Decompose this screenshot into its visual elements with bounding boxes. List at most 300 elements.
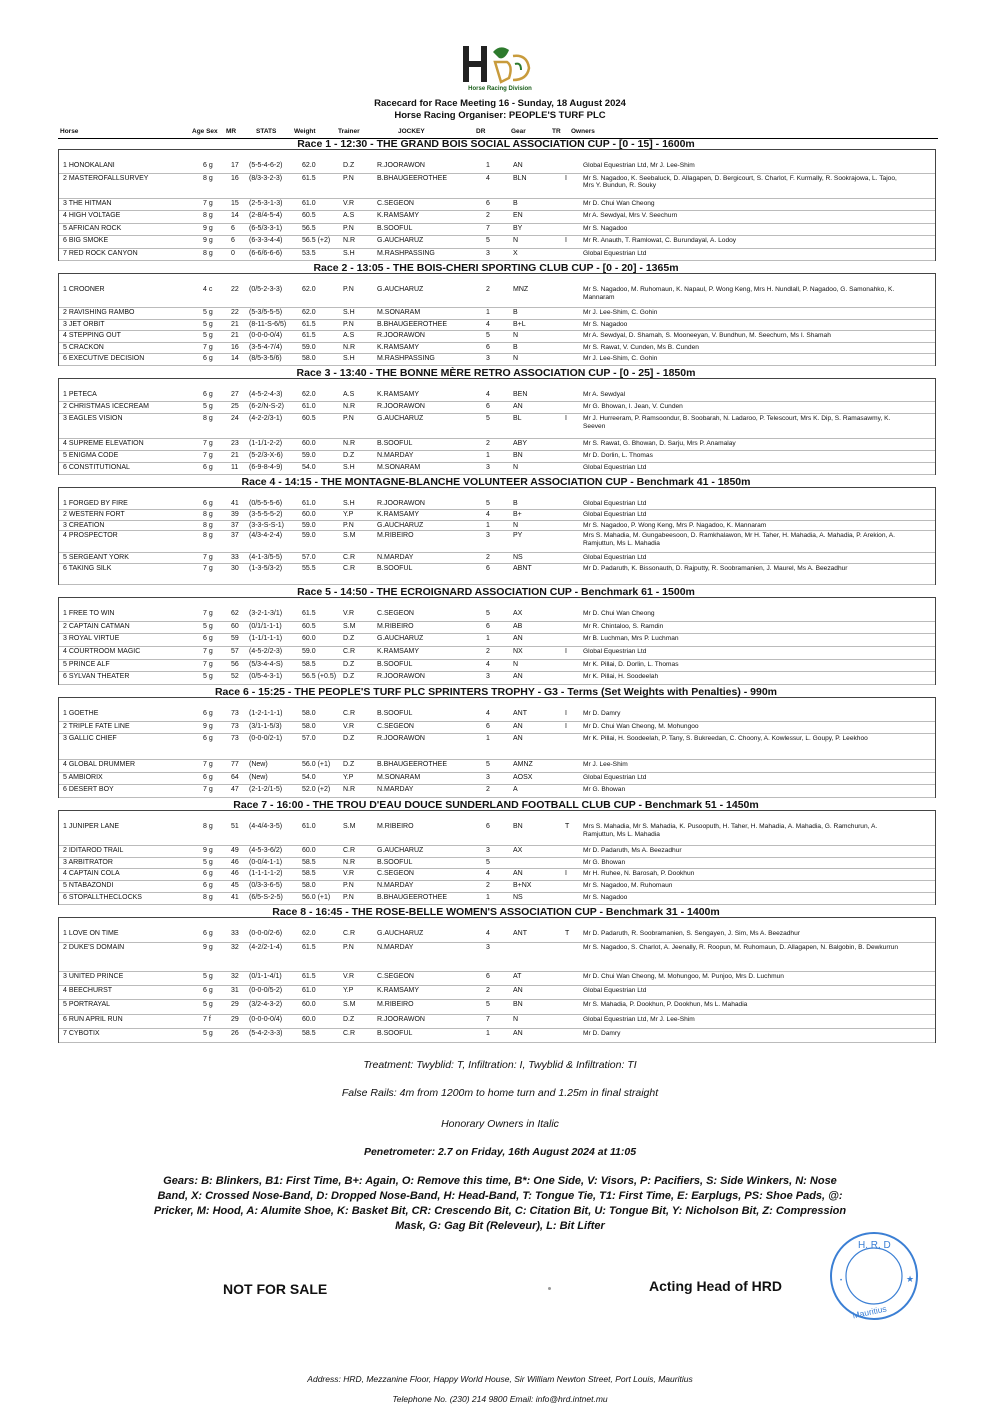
owners-cell: Mr A. Sewdyal, D. Shamah, S. Mooneeyan, V. Bundhun, M. Seechurn, Ms I. Shamah (583, 332, 831, 340)
dr-cell: 7 (486, 224, 490, 232)
horse-cell: 1 HONOKALANI (63, 162, 115, 169)
dr-cell: 6 (486, 343, 490, 351)
stats-cell: (5-5-4-6-2) (249, 162, 283, 169)
agesex-cell: 9 g (203, 846, 213, 854)
jockey-cell: B.SOOFUL (377, 564, 413, 572)
table-row (59, 759, 935, 773)
race-title: Race 6 - 15:25 - THE PEOPLE'S TURF PLC SPRINTERS TROPHY - G3 - Terms (Set Weights with Penalties) - 990m (214, 686, 778, 698)
agesex-cell: 8 g (203, 532, 213, 540)
dr-cell: 5 (486, 415, 490, 423)
race-table (58, 378, 936, 475)
jockey-cell: M.RIBEIRO (377, 622, 414, 630)
stats-cell: (0-0-0/2-6) (249, 930, 283, 937)
horse-cell: 1 FREE TO WIN (63, 610, 115, 617)
race-title: Race 3 - 13:40 - THE BONNE MÈRE RETRO ASSOCIATION CUP - [0 - 25] - 1850m (296, 367, 696, 379)
col-gear: Gear (511, 128, 526, 135)
trainer-cell: S.H (343, 500, 355, 507)
agesex-cell: 9 g (203, 224, 213, 232)
gear-cell: BEN (513, 391, 528, 398)
stats-cell: (4-2-2/3-1) (249, 415, 283, 423)
race-table (58, 597, 936, 685)
stats-cell: (4-4/4-3-5) (249, 823, 283, 830)
owners-cell: Mr A. Sewdyal, Mrs V. Seechurn (583, 212, 678, 219)
jockey-cell: N.MARDAY (377, 786, 414, 794)
trainer-cell: S.H (343, 249, 355, 257)
agesex-cell: 7 g (203, 553, 213, 561)
gear-cell: B+L (513, 320, 526, 328)
dr-cell: 6 (486, 199, 490, 207)
stats-cell: (6-9-8-4-9) (249, 463, 283, 471)
table-row (59, 633, 935, 647)
jockey-cell: B.SOOFUL (377, 660, 413, 668)
dr-cell: 1 (486, 894, 490, 902)
weight-cell: 61.5 (302, 972, 316, 980)
dot-mark (548, 1287, 551, 1290)
mr-cell: 21 (231, 320, 239, 328)
owners-cell: Mrs S. Mahadia, Mr S. Mahadia, K. Pusooputh, H. Taher, H. Mahadia, A. Mahadia, G. Ramchurun, A. Ramjuttun, Ms L. Mahadia (583, 823, 878, 838)
table-row (59, 210, 935, 224)
agesex-cell: 7 f (203, 1015, 211, 1023)
mr-cell: 6 (231, 237, 235, 244)
gear-cell: AMNZ (513, 760, 533, 768)
trainer-cell: S.M (343, 532, 356, 540)
dr-cell: 3 (486, 944, 490, 952)
agesex-cell: 8 g (203, 521, 213, 529)
agesex-cell: 8 g (203, 510, 213, 518)
mr-cell: 16 (231, 174, 239, 182)
dr-cell: 2 (486, 786, 490, 794)
jockey-cell: G.AUCHARUZ (377, 635, 424, 643)
horse-cell: 2 IDITAROD TRAIL (63, 846, 124, 854)
jockey-cell: B.SOOFUL (377, 710, 413, 717)
mr-cell: 59 (231, 635, 239, 643)
horse-cell: 2 MASTEROFALLSURVEY (63, 174, 149, 182)
weight-cell: 54.0 (302, 463, 316, 471)
agesex-cell: 8 g (203, 894, 213, 902)
agesex-cell: 5 g (203, 1001, 213, 1009)
owners-cell: Mr R. Anauth, T. Ramlowat, C. Burundayal, A. Lodoy (583, 237, 737, 244)
table-row (59, 985, 935, 1000)
mr-cell: 21 (231, 332, 239, 340)
horse-cell: 5 AMBIORIX (63, 773, 103, 781)
stats-cell: (0/5-4-3-1) (249, 673, 283, 681)
table-row (59, 413, 935, 438)
tr-cell: I (565, 237, 567, 244)
trainer-cell: S.M (343, 622, 356, 630)
stats-cell: (3-5-4-7/4) (249, 343, 283, 351)
dr-cell: 4 (486, 660, 490, 668)
mr-cell: 23 (231, 439, 239, 447)
mr-cell: 21 (231, 451, 239, 459)
dr-cell: 5 (486, 500, 490, 507)
table-row (59, 646, 935, 660)
agesex-cell: 5 g (203, 858, 213, 866)
agesex-cell: 7 g (203, 439, 213, 447)
table-row (59, 608, 935, 622)
jockey-cell: N.MARDAY (377, 553, 414, 561)
mr-cell: 37 (231, 532, 239, 540)
col-mr: MR (226, 128, 237, 135)
dr-cell: 2 (486, 882, 490, 890)
gear-cell: AX (513, 610, 523, 617)
trainer-cell: Y.P (343, 987, 354, 994)
col-tr: TR (552, 128, 561, 135)
honorary-note: Honorary Owners in Italic (441, 1118, 559, 1130)
stats-cell: (3/1-1-5/3) (249, 722, 282, 730)
gear-cell: B+NX (513, 882, 532, 890)
dr-cell: 5 (486, 237, 490, 244)
jockey-cell: B.SOOFUL (377, 439, 413, 447)
jockey-cell: B.SOOFUL (377, 1029, 413, 1037)
owners-cell: Mr S. Nagadoo, M. Ruhomaun, K. Napaul, P. Wong Keng, Mrs H. Nundlall, P. Nagadoo, G. Samonahko, K. Mannaram (583, 286, 895, 301)
horse-cell: 1 JUNIPER LANE (63, 823, 120, 830)
dr-cell: 1 (486, 635, 490, 643)
gear-cell: AT (513, 972, 522, 980)
col-agesex: Age Sex (192, 128, 218, 135)
jockey-cell: R.JOORAWON (377, 673, 425, 681)
dr-cell: 3 (486, 846, 490, 854)
owners-cell: Mr S. Rawat, G. Bhowan, D. Sarju, Mrs P. Anamalay (583, 439, 736, 447)
horse-cell: 5 AFRICAN ROCK (63, 224, 122, 232)
mr-cell: 25 (231, 403, 239, 411)
race-table (58, 917, 936, 1043)
jockey-cell: M.SONARAM (377, 309, 421, 317)
stats-cell: (3-5-5-5-2) (249, 510, 283, 518)
race-title: Race 2 - 13:05 - THE BOIS-CHERI SPORTING CLUB CUP - [0 - 20] - 1365m (313, 262, 679, 274)
mr-cell: 46 (231, 870, 239, 878)
mr-cell: 73 (231, 735, 239, 743)
owners-cell: Mr K. Pillai, H. Soodeelah (583, 673, 659, 681)
gear-cell: N (513, 463, 519, 471)
stamp-star-icon: ★ (906, 1274, 915, 1284)
table-row (59, 733, 935, 759)
horse-cell: 1 PETECA (63, 391, 97, 398)
weight-cell: 55.5 (302, 564, 316, 572)
horse-cell: 1 FORGED BY FIRE (63, 500, 128, 507)
dr-cell: 4 (486, 930, 490, 937)
weight-cell: 58.5 (302, 1029, 316, 1037)
jockey-cell: B.BHAUGEEROTHEE (377, 320, 448, 328)
dr-cell: 5 (486, 760, 490, 768)
agesex-cell: 7 g (203, 648, 213, 655)
weight-cell: 61.5 (302, 332, 316, 340)
trainer-cell: C.R (343, 930, 356, 937)
stats-cell: (4-5-3-6/2) (249, 846, 283, 854)
mr-cell: 77 (231, 760, 239, 768)
agesex-cell: 6 g (203, 463, 213, 471)
logo-caption: Horse Racing Division (468, 86, 532, 92)
penetrometer-note: Penetrometer: 2.7 on Friday, 16th August 2024 at 11:05 (363, 1146, 637, 1158)
owners-cell: Mr H. Ruhee, N. Barosah, P. Dookhun (583, 870, 695, 878)
stats-cell: (New) (249, 773, 268, 781)
horse-cell: 4 PROSPECTOR (63, 532, 118, 540)
organiser-line: Horse Racing Organiser: PEOPLE'S TURF PLC (394, 110, 606, 121)
trainer-cell: C.R (343, 553, 356, 561)
trainer-cell: P.N (343, 521, 354, 529)
mr-cell: 32 (231, 972, 239, 980)
mr-cell: 27 (231, 391, 239, 398)
agesex-cell: 5 g (203, 332, 213, 340)
jockey-cell: G.AUCHARUZ (377, 237, 424, 244)
trainer-cell: S.H (343, 309, 355, 317)
trainer-cell: P.N (343, 286, 354, 293)
owners-cell: Mr G. Bhowan, I. Jean, V. Cunden (583, 403, 683, 411)
owners-cell: Global Equestrian Ltd (583, 553, 647, 561)
weight-cell: 60.0 (302, 1015, 316, 1023)
gear-cell: ANT (513, 710, 527, 717)
stats-cell: (3-3-S-S-1) (249, 521, 285, 529)
dr-cell: 3 (486, 463, 490, 471)
stats-cell: (2-8/4-5-4) (249, 212, 283, 219)
mr-cell: 49 (231, 846, 239, 854)
owners-cell: Mr S. Nagadoo (583, 224, 628, 232)
horse-cell: 2 TRIPLE FATE LINE (63, 722, 130, 730)
gear-cell: AB (513, 622, 523, 630)
trainer-cell: C.R (343, 648, 356, 655)
not-for-sale-label: NOT FOR SALE (223, 1281, 328, 1297)
horse-cell: 5 SERGEANT YORK (63, 553, 129, 561)
false-rails-note: False Rails: 4m from 1200m to home turn and 1.25m in final straight (341, 1087, 659, 1099)
weight-cell: 52.0 (+2) (302, 786, 331, 794)
jockey-cell: R.JOORAWON (377, 403, 425, 411)
weight-cell: 62.0 (302, 286, 316, 293)
col-dr: DR (476, 128, 486, 135)
dr-cell: 1 (486, 451, 490, 459)
horse-cell: 3 CREATION (63, 521, 105, 529)
owners-cell: Mr D. Padaruth, R. Soobramanien, S. Sengayen, J. Sim, Ms A. Beezadhur (583, 930, 800, 937)
col-weight: Weight (294, 128, 316, 135)
agesex-cell: 5 g (203, 622, 213, 630)
trainer-cell: A.S (343, 391, 355, 398)
stats-cell: (4-5-2-4-3) (249, 391, 283, 398)
jockey-cell: N.MARDAY (377, 882, 414, 890)
owners-cell: Mr D. Chui Wan Cheong, M. Mohungoo, M. Punjoo, Mrs D. Luchmun (583, 972, 784, 980)
stats-cell: (New) (249, 760, 268, 768)
jockey-cell: C.SEGEON (377, 199, 414, 207)
hrd-stamp (828, 1230, 920, 1322)
dr-cell: 7 (486, 1015, 490, 1023)
table-row (59, 784, 935, 798)
owners-cell: Mr S. Nagadoo, S. Charlot, A. Jeenally, R. Roopun, M. Ruhomaun, D. Allagapen, N. Balgobin, B. Dewkurrun (583, 944, 899, 952)
stats-cell: (6/5-S-2-5) (249, 894, 283, 902)
owners-cell: Mr A. Sewdyal (583, 391, 626, 398)
stats-cell: (1-2-1-1-1) (249, 710, 283, 717)
jockey-cell: K.RAMSAMY (377, 510, 420, 518)
jockey-cell: B.BHAUGEEROTHEE (377, 760, 448, 768)
gear-cell: N (513, 1015, 519, 1023)
gear-cell: BLN (513, 174, 527, 182)
dr-cell: 4 (486, 510, 490, 518)
weight-cell: 58.5 (302, 660, 316, 668)
owners-cell: Mr S. Nagadoo (583, 894, 628, 902)
agesex-cell: 4 c (203, 286, 213, 293)
trainer-cell: P.N (343, 174, 354, 182)
jockey-cell: G.AUCHARUZ (377, 521, 424, 529)
table-row (59, 284, 935, 308)
trainer-cell: D.Z (343, 660, 355, 668)
stats-cell: (8/3-3-2-3) (249, 174, 283, 182)
jockey-cell: M.SONARAM (377, 773, 421, 781)
weight-cell: 60.5 (302, 415, 316, 423)
mr-cell: 56 (231, 660, 239, 668)
horse-cell: 3 ROYAL VIRTUE (63, 635, 120, 643)
weight-cell: 59.0 (302, 532, 316, 540)
agesex-cell: 7 g (203, 564, 213, 572)
mr-cell: 62 (231, 610, 239, 617)
gear-cell: AX (513, 846, 523, 854)
jockey-cell: C.SEGEON (377, 722, 414, 730)
agesex-cell: 7 g (203, 199, 213, 207)
gear-cell: AOSX (513, 773, 533, 781)
gear-cell: N (513, 521, 519, 529)
trainer-cell: S.M (343, 1001, 356, 1009)
agesex-cell: 7 g (203, 451, 213, 459)
horse-cell: 1 LOVE ON TIME (63, 930, 119, 937)
mr-cell: 24 (231, 415, 239, 423)
mr-cell: 29 (231, 1001, 239, 1009)
trainer-cell: S.H (343, 355, 355, 363)
mr-cell: 52 (231, 673, 239, 681)
table-row (59, 248, 935, 262)
stamp-bottom-text: Mauritius (851, 1303, 888, 1321)
jockey-cell: B.SOOFUL (377, 224, 413, 232)
trainer-cell: A.S (343, 332, 355, 340)
jockey-cell: M.SONARAM (377, 463, 421, 471)
weight-cell: 62.0 (302, 930, 316, 937)
trainer-cell: P.N (343, 944, 354, 952)
jockey-cell: M.RASHPASSING (377, 249, 435, 257)
owners-cell: Global Equestrian Ltd, Mr J. Lee-Shim (583, 162, 695, 169)
agesex-cell: 7 g (203, 343, 213, 351)
weight-cell: 60.0 (302, 635, 316, 643)
gear-cell: X (513, 249, 518, 257)
dr-cell: 4 (486, 391, 490, 398)
col-horse: Horse (60, 128, 79, 135)
weight-cell: 59.0 (302, 343, 316, 351)
gear-cell: MNZ (513, 286, 529, 293)
gear-cell: BN (513, 451, 523, 459)
horse-cell: 4 HIGH VOLTAGE (63, 212, 121, 219)
gear-cell: BL (513, 415, 522, 423)
weight-cell: 58.0 (302, 882, 316, 890)
horse-cell: 1 CROONER (63, 286, 105, 293)
owners-cell: Mr S. Nagadoo, P. Wong Keng, Mrs P. Nagadoo, K. Mannaram (583, 521, 767, 529)
agesex-cell: 9 g (203, 237, 213, 244)
horse-cell: 1 GOETHE (63, 710, 99, 717)
agesex-cell: 7 g (203, 610, 213, 617)
mr-cell: 41 (231, 894, 239, 902)
table-row (59, 563, 935, 586)
agesex-cell: 9 g (203, 944, 213, 952)
horse-cell: 6 CONSTITUTIONAL (63, 463, 130, 471)
owners-cell: Mr S. Nagadoo, K. Seebaluck, D. Allagapen, D. Bergicourt, S. Charlot, F. Kurmally, R. Sookrajowa, L. Tajoo, Mrs Y. Bundun, R. Souky (583, 174, 897, 189)
table-row (59, 772, 935, 786)
agesex-cell: 8 g (203, 249, 213, 257)
jockey-cell: M.RIBEIRO (377, 823, 414, 830)
owners-cell: Global Equestrian Ltd (583, 249, 647, 257)
table-row (59, 942, 935, 972)
col-jockey: JOCKEY (398, 128, 425, 135)
dr-cell: 4 (486, 710, 490, 717)
mr-cell: 33 (231, 930, 239, 937)
horse-cell: 3 THE HITMAN (63, 199, 112, 207)
stats-cell: (4/3-4-2-4) (249, 532, 283, 540)
racecard-title: Racecard for Race Meeting 16 - Sunday, 18 August 2024 (374, 98, 626, 109)
weight-cell: 60.0 (302, 1001, 316, 1009)
jockey-cell: B.BHAUGEEROTHEE (377, 894, 448, 902)
owners-cell: Global Equestrian Ltd (583, 987, 647, 994)
dr-cell: 1 (486, 162, 490, 169)
owners-cell: Mr D. Padaruth, K. Bissonauth, D. Rajputty, R. Soobramanien, J. Maurel, Ms A. Beezadhur (583, 564, 848, 572)
table-row (59, 892, 935, 905)
table-row (59, 621, 935, 635)
gear-cell: A (513, 786, 518, 794)
mr-cell: 37 (231, 521, 239, 529)
weight-cell: 54.0 (302, 773, 316, 781)
stamp-bullet-icon: • (840, 1278, 843, 1284)
weight-cell: 62.0 (302, 391, 316, 398)
stats-cell: (6-6/6-6-6) (249, 249, 283, 257)
col-owners: Owners (571, 128, 595, 135)
trainer-cell: N.R (343, 786, 356, 794)
trainer-cell: S.H (343, 463, 355, 471)
horse-cell: 2 WESTERN FORT (63, 510, 125, 518)
jockey-cell: M.RASHPASSING (377, 355, 435, 363)
horse-cell: 7 CYBOTIX (63, 1029, 100, 1037)
stats-cell: (4-2/2-1-4) (249, 944, 283, 952)
weight-cell: 58.0 (302, 355, 316, 363)
agesex-cell: 6 g (203, 870, 213, 878)
stats-cell: (0-0-0-0/4) (249, 1015, 283, 1023)
dr-cell: 1 (486, 735, 490, 743)
stats-cell: (5-3/5-5-5) (249, 309, 283, 317)
mr-cell: 22 (231, 309, 239, 317)
stats-cell: (1-1-1-1-2) (249, 870, 283, 878)
dr-cell: 5 (486, 1001, 490, 1009)
horse-cell: 5 ENIGMA CODE (63, 451, 119, 459)
table-row (59, 1028, 935, 1043)
mr-cell: 14 (231, 355, 239, 363)
horse-cell: 2 RAVISHING RAMBO (63, 309, 135, 317)
trainer-cell: V.R (343, 199, 355, 207)
horse-cell: 6 STOPALLTHECLOCKS (63, 894, 142, 902)
stats-cell: (0/1/1-1-1) (249, 622, 282, 630)
col-trainer: Trainer (338, 128, 360, 135)
owners-cell: Mr D. Padaruth, Ms A. Beezadhur (583, 846, 682, 854)
mr-cell: 16 (231, 343, 239, 351)
race-table (58, 149, 936, 261)
acting-head-label: Acting Head of HRD (649, 1278, 782, 1294)
dr-cell: 3 (486, 249, 490, 257)
horse-cell: 6 BIG SMOKE (63, 237, 109, 244)
gear-cell: BN (513, 823, 523, 830)
trainer-cell: D.Z (343, 1015, 355, 1023)
trainer-cell: D.Z (343, 735, 355, 743)
stats-cell: (2-5-3-1-3) (249, 199, 283, 207)
horse-cell: 4 CAPTAIN COLA (63, 870, 120, 878)
stats-cell: (2-1-2/1-5) (249, 786, 283, 794)
gear-cell: N (513, 332, 519, 340)
horse-cell: 6 EXECUTIVE DECISION (63, 355, 145, 363)
weight-cell: 57.0 (302, 553, 316, 561)
table-row (59, 530, 935, 553)
trainer-cell: Y.P (343, 773, 354, 781)
jockey-cell: K.RAMSAMY (377, 343, 420, 351)
race-title: Race 1 - 12:30 - THE GRAND BOIS SOCIAL ASSOCIATION CUP - [0 - 15] - 1600m (297, 138, 695, 150)
jockey-cell: K.RAMSAMY (377, 212, 420, 219)
jockey-cell: G.AUCHARUZ (377, 415, 424, 423)
weight-cell: 61.0 (302, 823, 316, 830)
